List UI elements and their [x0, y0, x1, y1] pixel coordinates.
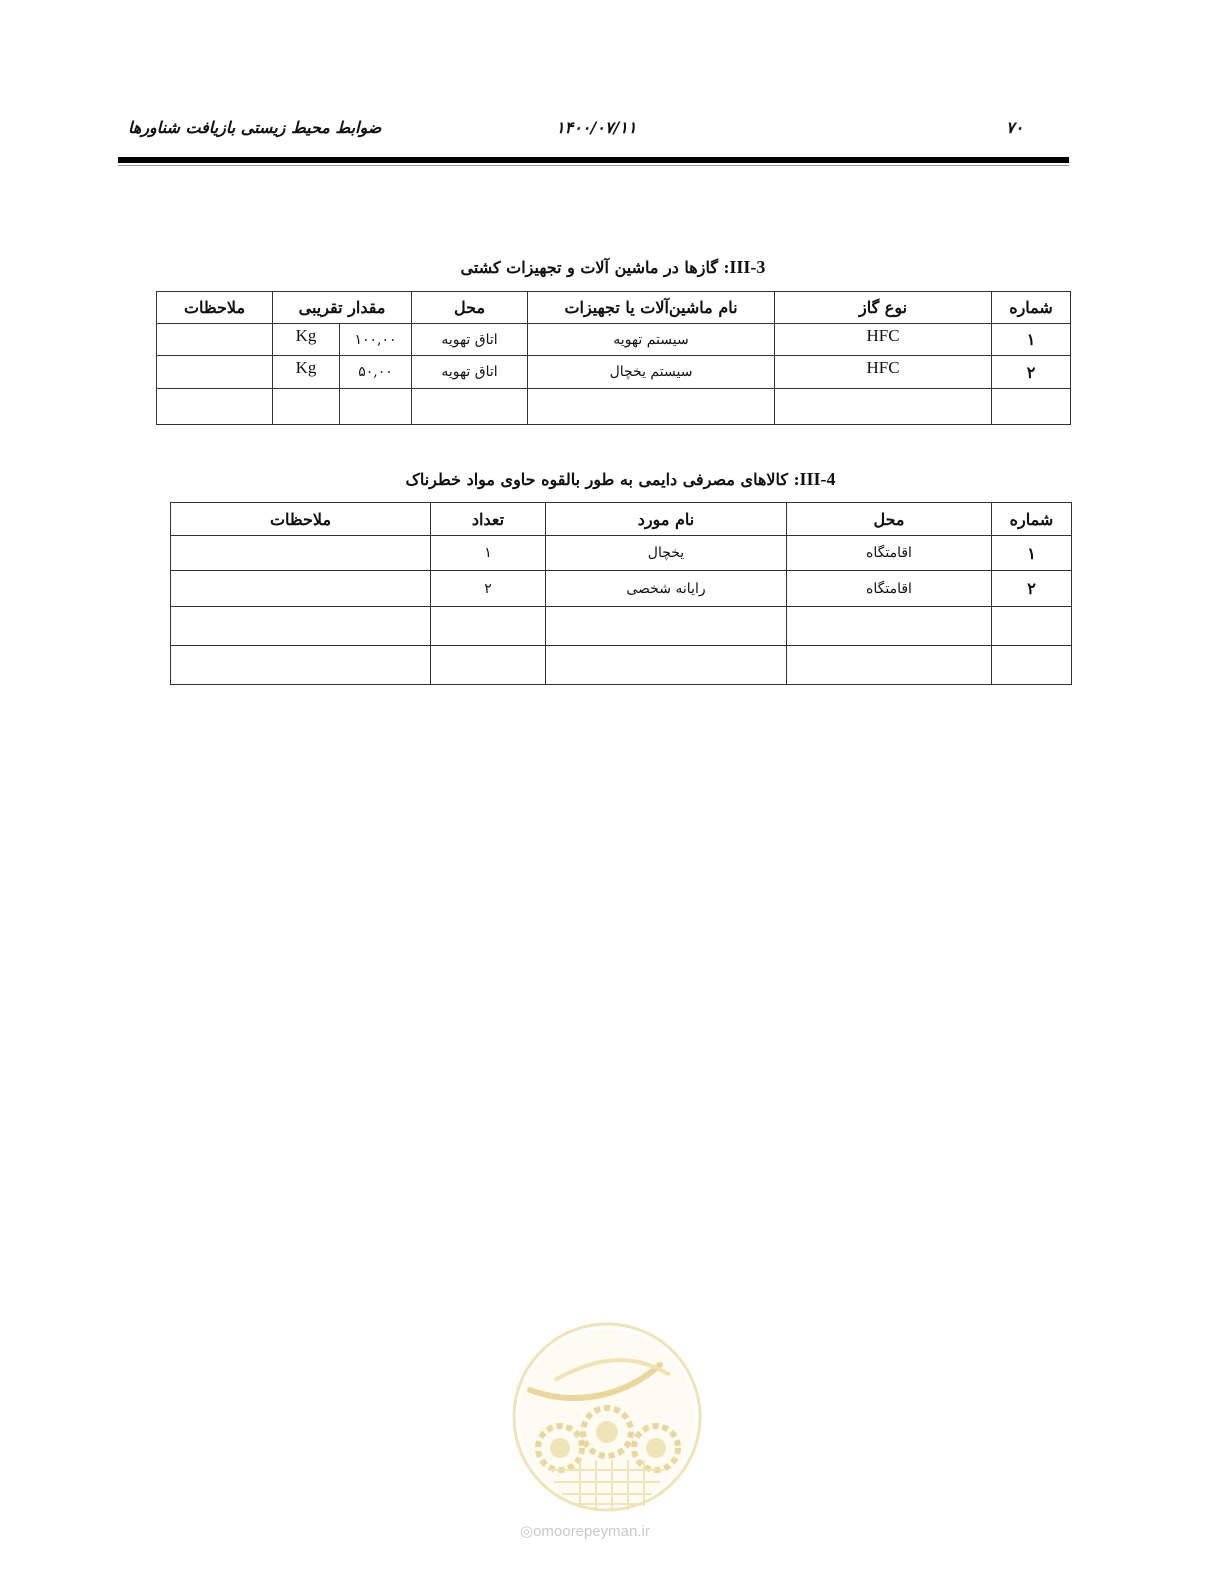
cell-equipment: سیستم یخچال — [528, 356, 775, 389]
table1-caption — [156, 257, 1070, 278]
cell-count: ۲ — [431, 571, 546, 607]
cell-item: رایانه شخصی — [546, 571, 787, 607]
empty-cell — [171, 646, 431, 685]
cell-number: ۲ — [992, 571, 1072, 607]
header-notes: ملاحظات — [171, 503, 431, 536]
cell-gas-type: HFC — [775, 324, 992, 356]
empty-cell — [992, 389, 1071, 425]
empty-cell — [546, 607, 787, 646]
header-count: تعداد — [431, 503, 546, 536]
watermark-url — [520, 1522, 650, 1540]
empty-cell — [157, 389, 273, 425]
cell-number: ۱ — [992, 324, 1071, 356]
cell-count: ۱ — [431, 536, 546, 571]
table1-title: : گازها در ماشین آلات و تجهیزات کشتی — [460, 258, 730, 277]
table-header-row — [157, 292, 1071, 324]
table-row — [171, 571, 1072, 607]
cell-amount: ۵۰,۰۰ — [340, 356, 412, 389]
empty-cell — [431, 607, 546, 646]
cell-item: یخچال — [546, 536, 787, 571]
header-equipment: نام ماشین‌آلات یا تجهیزات — [528, 292, 775, 324]
header-rule-shadow — [118, 165, 1069, 166]
cell-number: ۲ — [992, 356, 1071, 389]
cell-location: اقامتگاه — [787, 536, 992, 571]
cell-equipment: سیستم تهویه — [528, 324, 775, 356]
cell-location: اقامتگاه — [787, 571, 992, 607]
table-row — [171, 536, 1072, 571]
consumables-table — [170, 502, 1072, 685]
watermark-url-text: omoorepeyman.ir — [533, 1523, 650, 1540]
empty-cell — [992, 646, 1072, 685]
empty-cell — [787, 646, 992, 685]
cell-amount: ۱۰۰,۰۰ — [340, 324, 412, 356]
empty-cell — [340, 389, 412, 425]
table-row-empty — [157, 389, 1071, 425]
empty-cell — [431, 646, 546, 685]
table-row — [157, 356, 1071, 389]
running-header-date: ۱۴۰۰/۰۷/۱۱ — [556, 118, 637, 137]
running-header-title: ضوابط محیط زیستی بازیافت شناورها — [128, 118, 382, 137]
cell-notes — [157, 356, 273, 389]
header-number: شماره — [992, 292, 1071, 324]
watermark-logo-icon — [510, 1320, 704, 1514]
cell-notes — [171, 536, 431, 571]
header-gas-type: نوع گاز — [775, 292, 992, 324]
header-location: محل — [787, 503, 992, 536]
header-quantity: مقدار تقریبی — [273, 292, 412, 324]
page-number: ۷۰ — [1006, 118, 1024, 137]
header-location: محل — [412, 292, 528, 324]
table2-code: III-4 — [799, 469, 836, 489]
gases-table — [156, 291, 1071, 425]
table-row-empty — [171, 646, 1072, 685]
table-header-row — [171, 503, 1072, 536]
empty-cell — [546, 646, 787, 685]
cell-unit: Kg — [273, 356, 340, 389]
header-item: نام مورد — [546, 503, 787, 536]
table2-title: : کالاهای مصرفی دایمی به طور بالقوه حاوی مواد خطرناک — [405, 470, 800, 489]
table-row-empty — [171, 607, 1072, 646]
empty-cell — [775, 389, 992, 425]
table1-code: III-3 — [729, 257, 766, 277]
cell-notes — [157, 324, 273, 356]
empty-cell — [992, 607, 1072, 646]
cell-number: ۱ — [992, 536, 1072, 571]
empty-cell — [273, 389, 340, 425]
header-number: شماره — [992, 503, 1072, 536]
header-notes: ملاحظات — [157, 292, 273, 324]
cell-location: اتاق تهویه — [412, 356, 528, 389]
empty-cell — [528, 389, 775, 425]
globe-icon: ◎ — [520, 1523, 534, 1540]
empty-cell — [412, 389, 528, 425]
header-rule — [118, 157, 1069, 163]
table-row — [157, 324, 1071, 356]
cell-unit: Kg — [273, 324, 340, 356]
cell-location: اتاق تهویه — [412, 324, 528, 356]
cell-gas-type: HFC — [775, 356, 992, 389]
empty-cell — [171, 607, 431, 646]
cell-notes — [171, 571, 431, 607]
table2-caption — [170, 469, 1071, 490]
empty-cell — [787, 607, 992, 646]
